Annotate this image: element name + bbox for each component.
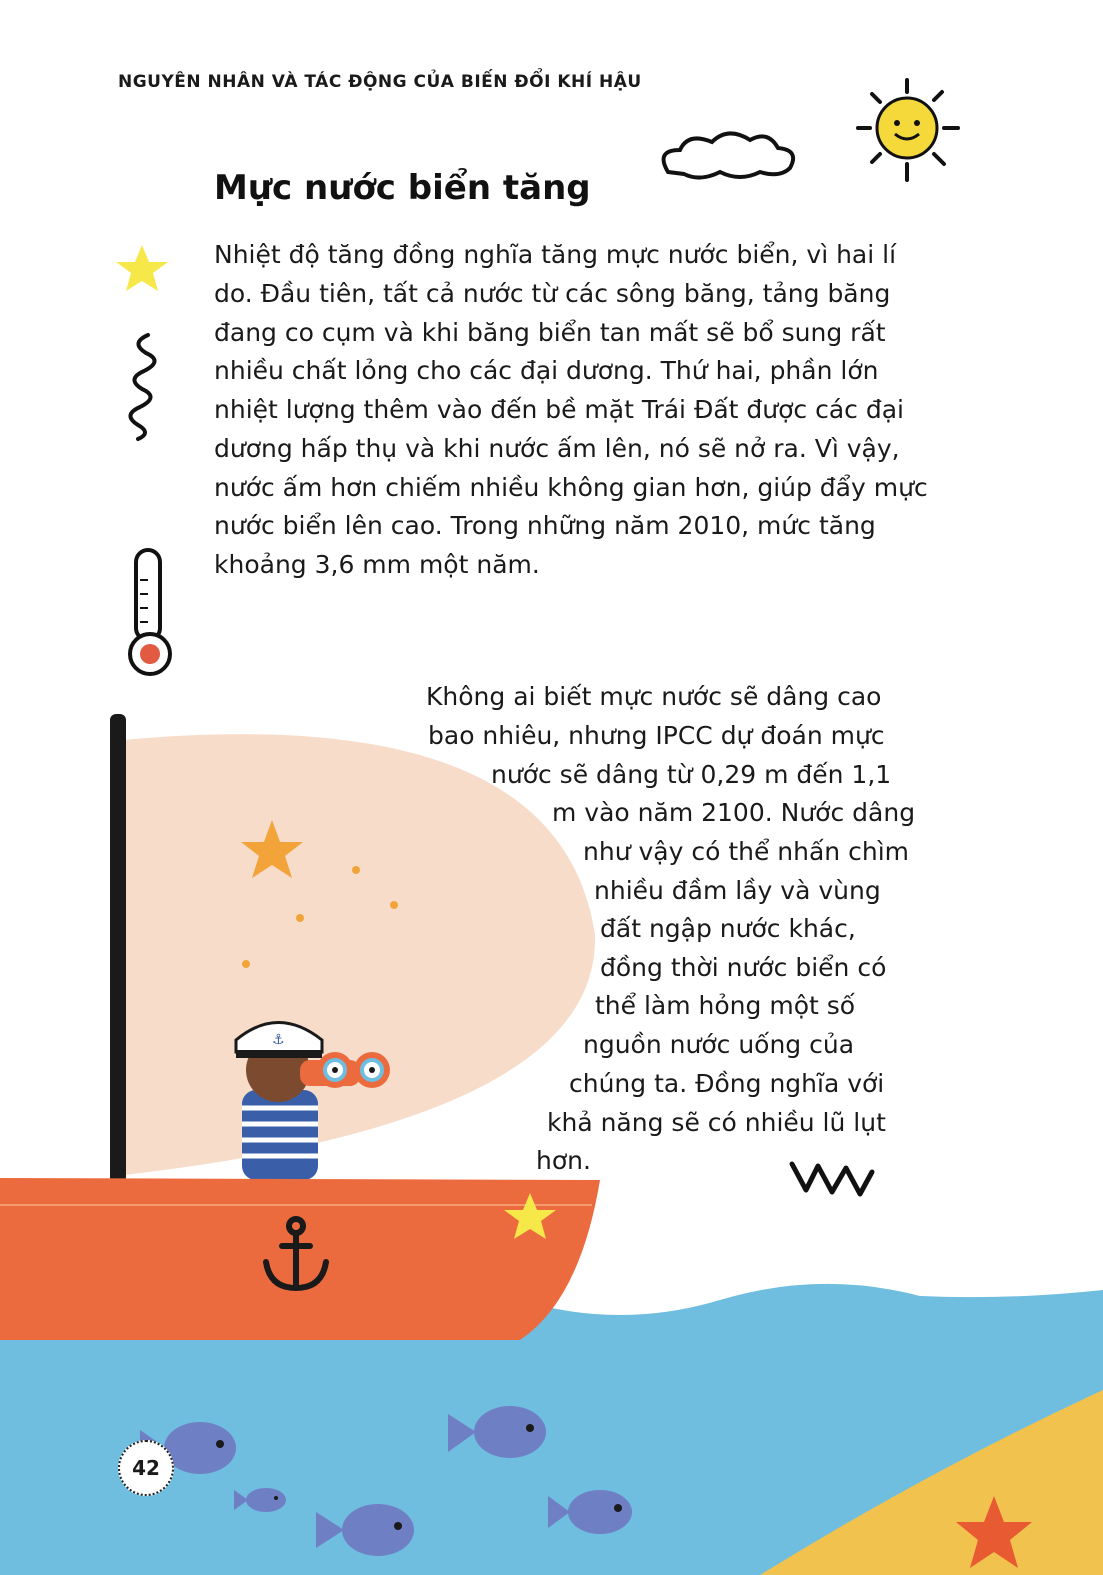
quote-line: như vậy có thể nhấn chìm <box>583 837 909 866</box>
quote-line: Không ai biết mực nước sẽ dâng cao <box>426 682 882 711</box>
paragraph-line: dương hấp thụ và khi nước ấm lên, nó sẽ nở ra. Vì vậy, <box>214 434 900 463</box>
quote-line: nhiều đầm lầy và vùng <box>594 876 881 905</box>
paragraph-line: nước biển lên cao. Trong những năm 2010, mức tăng <box>214 511 876 540</box>
thermometer-icon <box>130 550 170 674</box>
quote-line: đất ngập nước khác, <box>600 914 856 943</box>
star-icon <box>116 245 168 291</box>
quote-line: nước sẽ dâng từ 0,29 m đến 1,1 <box>491 760 892 789</box>
quote-line: đồng thời nước biển có <box>600 953 887 982</box>
quote-line: bao nhiêu, nhưng IPCC dự đoán mực <box>428 721 885 750</box>
running-header: NGUYÊN NHÂN VÀ TÁC ĐỘNG CỦA BIẾN ĐỔI KHÍ HẬU <box>118 72 642 92</box>
sail <box>124 734 595 1175</box>
paragraph-line: khoảng 3,6 mm một năm. <box>214 550 540 579</box>
paragraph-line: do. Đầu tiên, tất cả nước từ các sông băng, tảng băng <box>214 279 891 308</box>
quote-line: thể làm hỏng một số <box>595 991 856 1020</box>
paragraph-line: nhiều chất lỏng cho các đại dương. Thứ hai, phần lớn <box>214 356 879 385</box>
quote-line: m vào năm 2100. Nước dâng <box>552 798 916 827</box>
section-title: Mực nước biển tăng <box>214 168 591 208</box>
boat-hull <box>0 1178 600 1340</box>
zigzag-icon <box>792 1164 872 1194</box>
svg-text:⚓: ⚓ <box>272 1032 285 1048</box>
quote-line: chúng ta. Đồng nghĩa với <box>569 1069 885 1098</box>
paragraph-line: nước ấm hơn chiếm nhiều không gian hơn, giúp đẩy mực <box>214 473 928 502</box>
sun-icon <box>858 80 958 180</box>
paragraph-line: nhiệt lượng thêm vào đến bề mặt Trái Đất được các đại <box>214 395 904 424</box>
quote-line: nguồn nước uống của <box>583 1030 855 1059</box>
mast <box>110 714 126 1184</box>
quote-line: khả năng sẽ có nhiều lũ lụt <box>547 1108 886 1137</box>
paragraph-line: Nhiệt độ tăng đồng nghĩa tăng mực nước biển, vì hai lí <box>214 240 897 269</box>
paragraph-line: đang co cụm và khi băng biển tan mất sẽ bổ sung rất <box>214 318 886 347</box>
squiggle-icon <box>130 335 154 439</box>
cloud-icon <box>664 133 794 177</box>
page-number: 42 <box>118 1440 174 1496</box>
quote-line: hơn. <box>536 1146 591 1175</box>
